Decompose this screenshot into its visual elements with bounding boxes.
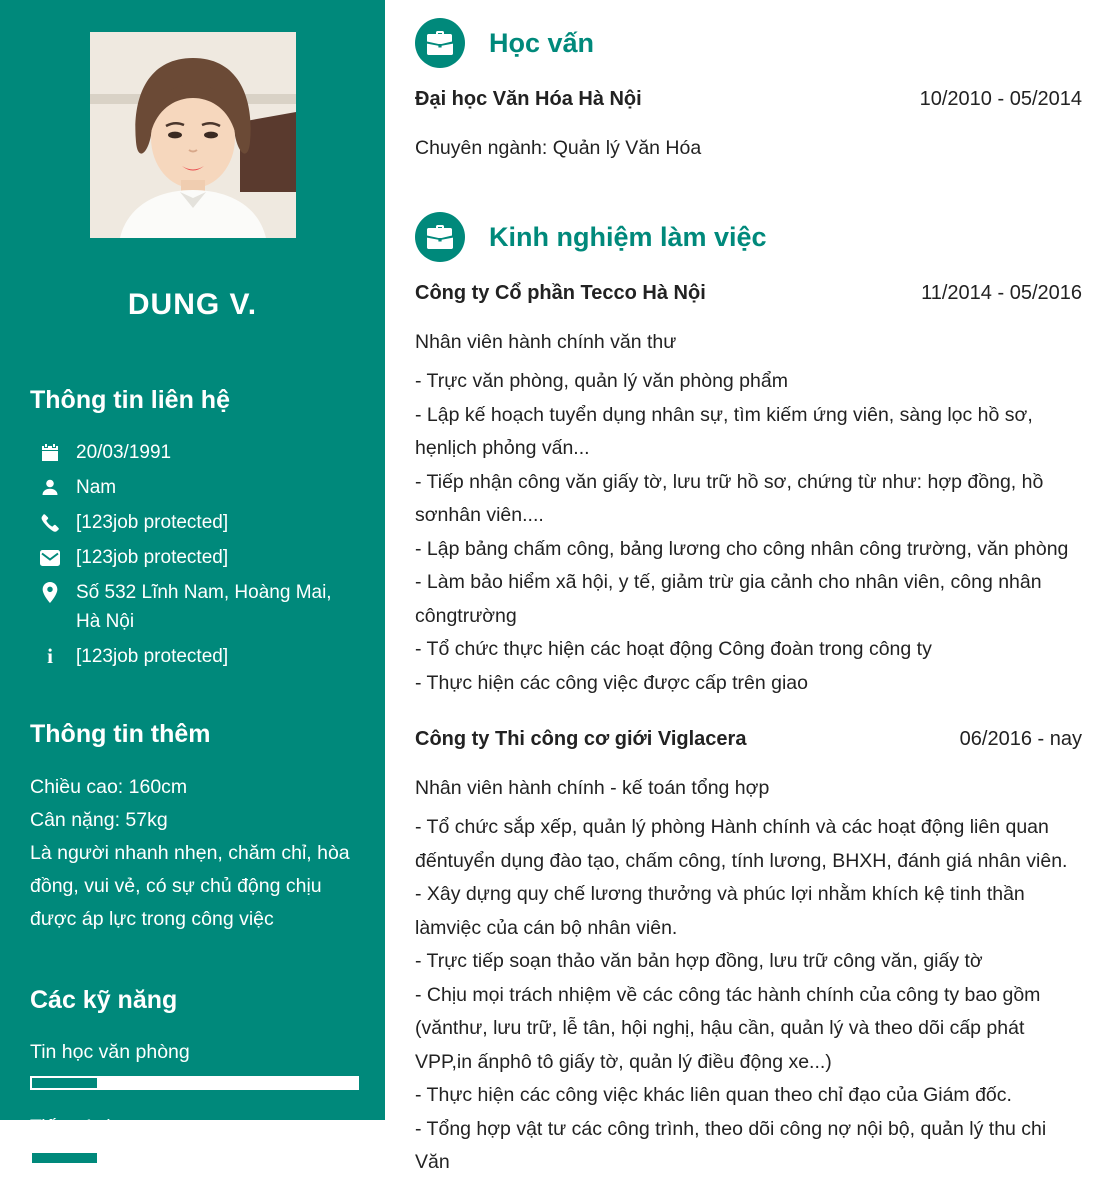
skill-bar-fill <box>32 1153 97 1163</box>
gender-value: Nam <box>76 477 117 498</box>
additional-section-title: Thông tin thêm <box>30 720 211 748</box>
bullet: - Trực tiếp soạn thảo văn bản hợp đồng, lưu trữ công văn, giấy tờ <box>415 950 983 972</box>
bullet: - Tổ chức thực hiện các hoạt động Công đoàn trong công ty <box>415 638 932 660</box>
experience-title: Kinh nghiệm làm việc <box>489 221 767 252</box>
personality-line: Là người nhanh nhẹn, chăm chỉ, hòa đồng, vui vẻ, có sự chủ động chịu được áp lực trong công việc <box>30 842 350 930</box>
bullet: - Tổng hợp vật tư các công trình, theo dõi công nợ nội bộ, quản lý thu chi Văn <box>415 1117 1047 1173</box>
company-name: Công ty Thi công cơ giới Viglacera <box>415 728 747 750</box>
school-name: Đại học Văn Hóa Hà Nội <box>415 88 642 110</box>
contact-row-info <box>30 639 359 674</box>
bullet: - Làm bảo hiểm xã hội, y tế, giảm trừ gia cảnh cho nhân viên, công nhân côngtrường <box>415 571 1042 627</box>
job1-role: Nhân viên hành chính văn thư <box>415 331 677 353</box>
contact-row-birthday <box>30 435 359 470</box>
bullet: - Trực văn phòng, quản lý văn phòng phẩm <box>415 370 788 392</box>
person-icon <box>38 473 62 502</box>
skill-bar <box>30 1151 359 1165</box>
phone-icon <box>38 508 62 537</box>
briefcase-icon <box>415 18 465 68</box>
contact-row-address <box>30 575 359 639</box>
birthday-value: 20/03/1991 <box>76 442 172 463</box>
skill-label: Tiếng Anh <box>30 1116 118 1138</box>
job1-period: 11/2014 - 05/2016 <box>921 282 1082 304</box>
bullet: - Lập bảng chấm công, bảng lương cho công nhân công trường, văn phòng <box>415 537 1069 560</box>
location-icon <box>38 578 62 607</box>
height-line: Chiều cao: 160cm <box>30 776 188 798</box>
weight-line: Cân nặng: 57kg <box>30 809 168 831</box>
skill-label: Tin học văn phòng <box>30 1041 190 1063</box>
job2-header <box>415 728 1082 751</box>
experience-section-header <box>415 212 1082 262</box>
education-major: Chuyên ngành: Quản lý Văn Hóa <box>415 137 702 159</box>
education-section-header <box>415 18 1082 68</box>
skill-item-office <box>30 1041 359 1090</box>
skill-bar-fill <box>32 1078 97 1088</box>
email-value: [123job protected] <box>76 547 229 568</box>
contact-list <box>30 435 359 674</box>
contact-row-gender <box>30 470 359 505</box>
sidebar <box>0 0 385 1138</box>
candidate-name: DUNG V. <box>127 288 258 321</box>
avatar <box>90 32 296 238</box>
address-value: Số 532 Lĩnh Nam, Hoàng Mai, Hà Nội <box>76 582 332 632</box>
phone-value: [123job protected] <box>76 512 229 533</box>
bullet: - Chịu mọi trách nhiệm về các công tác hành chính của công ty bao gồm (vănthư, lưu trữ, lễ tân, hội nghị, hậu cần, quản lý và theo dõi cấp phát VPP,in ấnphô tô giấy tờ, quản lý điều động xe...) <box>415 983 1041 1073</box>
contact-section-title: Thông tin liên hệ <box>30 386 230 414</box>
calendar-icon <box>38 438 62 467</box>
profile-photo <box>90 32 296 238</box>
bullet: - Tổ chức sắp xếp, quản lý phòng Hành chính và các hoạt động liên quan đếntuyển dụng đào tạo, chấm công, tính lương, BHXH, đánh giá nhân viên. <box>415 816 1068 872</box>
job1-bullets <box>415 365 1082 700</box>
job2-bullets <box>415 811 1082 1180</box>
bullet: - Lập kế hoạch tuyển dụng nhân sự, tìm kiếm ứng viên, sàng lọc hồ sơ, hẹnlịch phỏng vấn... <box>415 403 1033 459</box>
skill-bar <box>30 1076 359 1090</box>
education-period: 10/2010 - 05/2014 <box>919 88 1082 110</box>
skills-section-title: Các kỹ năng <box>30 986 178 1014</box>
bullet: - Tiếp nhận công văn giấy tờ, lưu trữ hồ sơ, chứng từ như: hợp đồng, hồ sơnhân viên.... <box>415 470 1044 526</box>
contact-row-email <box>30 540 359 575</box>
education-title: Học vấn <box>489 27 595 58</box>
contact-row-phone <box>30 505 359 540</box>
bullet: - Thực hiện các công việc được cấp trên giao <box>415 671 808 694</box>
company-name: Công ty Cổ phần Tecco Hà Nội <box>415 282 706 304</box>
additional-info <box>30 771 359 936</box>
info-icon: i <box>47 644 53 668</box>
bullet: - Thực hiện các công việc khác liên quan theo chỉ đạo của Giám đốc. <box>415 1084 1012 1106</box>
skill-item-english <box>30 1116 359 1165</box>
main-content <box>385 0 1106 1173</box>
job1-header <box>415 282 1082 305</box>
info-value: [123job protected] <box>76 646 229 667</box>
education-entry-header <box>415 88 1082 111</box>
job2-period: 06/2016 - nay <box>959 728 1082 750</box>
bullet: - Xây dựng quy chế lương thưởng và phúc lợi nhằm khích kệ tinh thần làmviệc của cán bộ nhân viên. <box>415 883 1025 939</box>
email-icon <box>38 543 62 572</box>
briefcase-icon <box>415 212 465 262</box>
job2-role: Nhân viên hành chính - kế toán tổng hợp <box>415 777 770 799</box>
